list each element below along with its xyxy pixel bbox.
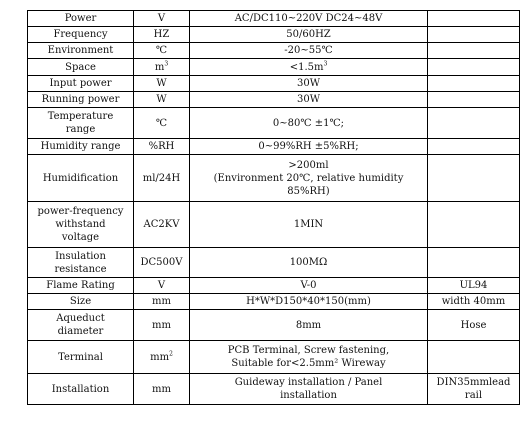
value-cell: H*W*D150*40*150(mm) xyxy=(190,294,428,310)
value-cell: Guideway installation / Panel installation xyxy=(190,374,428,405)
param-cell: Input power xyxy=(28,76,134,92)
unit-cell: V xyxy=(134,278,190,294)
table-row xyxy=(28,374,520,405)
note-cell xyxy=(428,59,520,76)
note-cell: DIN35mmlead rail xyxy=(428,374,520,405)
param-cell: Installation xyxy=(28,374,134,405)
note-cell xyxy=(428,27,520,43)
value-cell: 1MIN xyxy=(190,202,428,248)
param-cell: Humidification xyxy=(28,155,134,202)
table-row xyxy=(28,27,520,43)
table-row xyxy=(28,92,520,108)
unit-cell: W xyxy=(134,76,190,92)
note-cell: width 40mm xyxy=(428,294,520,310)
param-cell: Space xyxy=(28,59,134,76)
param-cell: Flame Rating xyxy=(28,278,134,294)
note-cell xyxy=(428,248,520,278)
note-cell xyxy=(428,341,520,374)
note-cell xyxy=(428,11,520,27)
note-cell xyxy=(428,139,520,155)
table-row xyxy=(28,11,520,27)
table-row xyxy=(28,139,520,155)
unit-cell: mm xyxy=(134,310,190,341)
param-cell: Terminal xyxy=(28,341,134,374)
table-row xyxy=(28,108,520,139)
unit-cell: ℃ xyxy=(134,43,190,59)
value-cell: 0~99%RH ±5%RH; xyxy=(190,139,428,155)
value-cell: 8mm xyxy=(190,310,428,341)
unit-cell: $m^3$ xyxy=(134,59,190,76)
table-row xyxy=(28,155,520,202)
param-cell: Aqueduct diameter xyxy=(28,310,134,341)
table-row xyxy=(28,43,520,59)
param-cell: Frequency xyxy=(28,27,134,43)
value-cell: 50/60HZ xyxy=(190,27,428,43)
table-row xyxy=(28,278,520,294)
unit-cell: HZ xyxy=(134,27,190,43)
param-cell: Humidity range xyxy=(28,139,134,155)
table-row xyxy=(28,310,520,341)
param-cell: Running power xyxy=(28,92,134,108)
unit-cell: ml/24H xyxy=(134,155,190,202)
value-cell: 30W xyxy=(190,76,428,92)
value-cell: 100MΩ xyxy=(190,248,428,278)
param-cell: Environment xyxy=(28,43,134,59)
param-cell: Insulation resistance xyxy=(28,248,134,278)
value-cell: -20~55℃ xyxy=(190,43,428,59)
unit-cell: mm xyxy=(134,294,190,310)
value-cell: $<1.5m^3$ xyxy=(190,59,428,76)
unit-cell: W xyxy=(134,92,190,108)
value-cell: 30W xyxy=(190,92,428,108)
value-cell: AC/DC110~220V DC24~48V xyxy=(190,11,428,27)
unit-cell: $mm^2$ xyxy=(134,341,190,374)
note-cell xyxy=(428,108,520,139)
note-cell xyxy=(428,92,520,108)
table-row xyxy=(28,59,520,76)
note-cell: Hose xyxy=(428,310,520,341)
unit-cell: DC500V xyxy=(134,248,190,278)
param-cell: Size xyxy=(28,294,134,310)
value-cell: >200ml (Environment 20℃, relative humidity 85%RH) xyxy=(190,155,428,202)
unit-cell: V xyxy=(134,11,190,27)
value-cell: PCB Terminal, Screw fastening, Suitable for<2.5mm² Wireway xyxy=(190,341,428,374)
note-cell: UL94 xyxy=(428,278,520,294)
note-cell xyxy=(428,43,520,59)
unit-cell: AC2KV xyxy=(134,202,190,248)
value-cell: 0~80℃ ±1℃; xyxy=(190,108,428,139)
table-row xyxy=(28,202,520,248)
unit-cell: ℃ xyxy=(134,108,190,139)
value-cell: V-0 xyxy=(190,278,428,294)
unit-cell: mm xyxy=(134,374,190,405)
spec-table xyxy=(27,10,520,405)
param-cell: Temperature range xyxy=(28,108,134,139)
table-row xyxy=(28,294,520,310)
table-row xyxy=(28,248,520,278)
table-row xyxy=(28,76,520,92)
param-cell: Power xyxy=(28,11,134,27)
param-cell: power-frequency withstand voltage xyxy=(28,202,134,248)
note-cell xyxy=(428,76,520,92)
note-cell xyxy=(428,155,520,202)
table-row xyxy=(28,341,520,374)
unit-cell: %RH xyxy=(134,139,190,155)
note-cell xyxy=(428,202,520,248)
